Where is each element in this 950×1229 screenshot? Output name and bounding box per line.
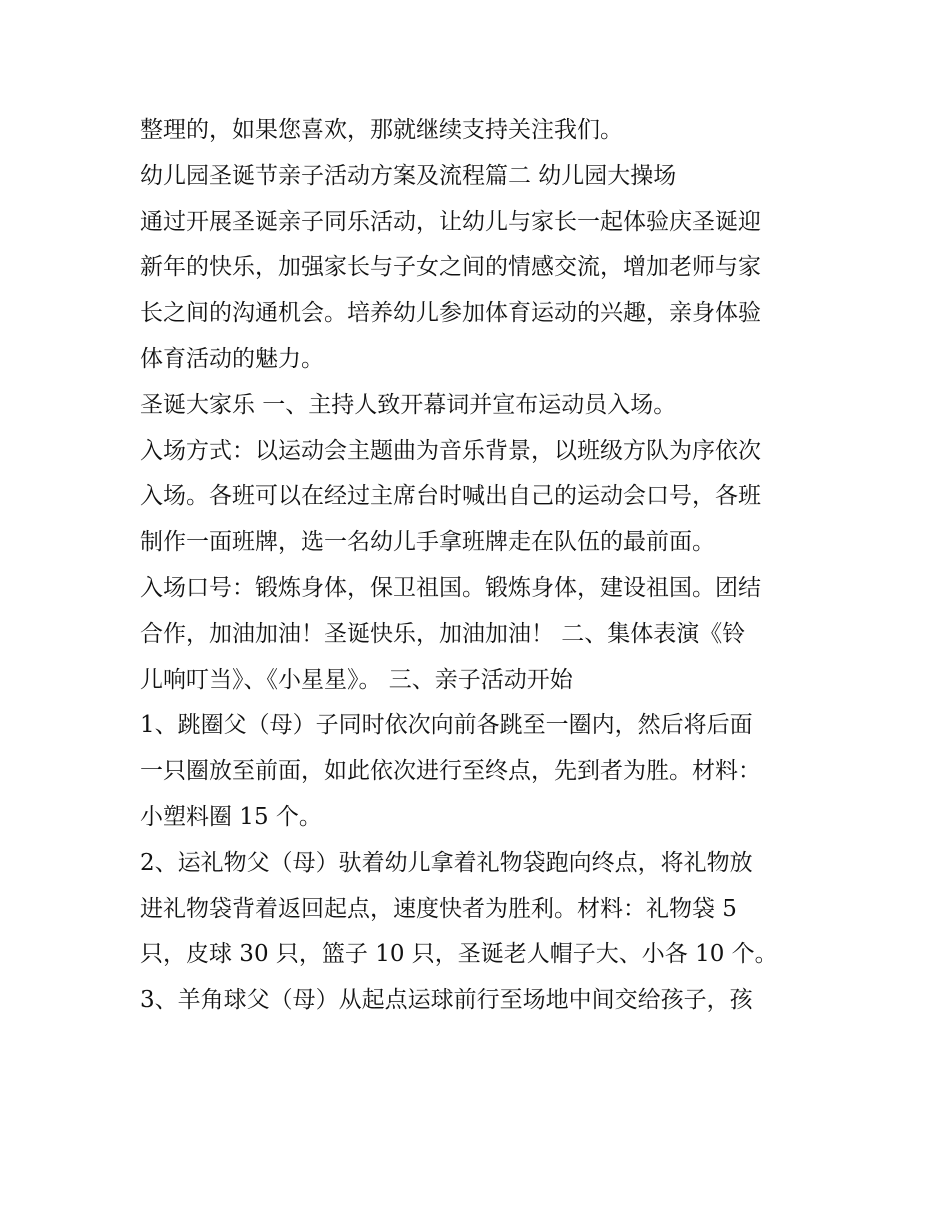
text-line: 制作一面班牌，选一名幼儿手拿班牌走在队伍的最前面。	[140, 529, 715, 556]
text-line: 合作，加油加油！圣诞快乐，加油加油！ 二、集体表演《铃	[140, 620, 746, 647]
text-line: 一只圈放至前面，如此依次进行至终点，先到者为胜。材料：	[140, 758, 761, 785]
text-line: 新年的快乐，加强家长与子女之间的情感交流，增加老师与家	[140, 254, 761, 281]
text-line: 整理的，如果您喜欢，那就继续支持关注我们。	[140, 117, 623, 143]
text-line: 儿响叮当》、《小星星》。 三、亲子活动开始	[140, 666, 573, 693]
text-line: 2、运礼物父（母）驮着幼儿拿着礼物袋跑向终点，将礼物放	[140, 849, 753, 876]
text-line: 1、跳圈父（母）子同时依次向前各跳至一圈内，然后将后面	[140, 712, 753, 739]
text-line: 入场。各班可以在经过主席台时喊出自己的运动会口号，各班	[140, 483, 761, 510]
text-line: 入场口号：锻炼身体，保卫祖国。锻炼身体，建设祖国。团结	[140, 574, 761, 601]
document-body	[140, 108, 820, 1024]
text-line: 进礼物袋背着返回起点，速度快者为胜利。材料：礼物袋 5	[140, 895, 737, 922]
text-line: 小塑料圈 15 个。	[140, 803, 322, 830]
text-line: 入场方式：以运动会主题曲为音乐背景，以班级方队为序依次	[140, 437, 761, 464]
text-line: 体育活动的魅力。	[140, 345, 324, 372]
text-line: 通过开展圣诞亲子同乐活动，让幼儿与家长一起体验庆圣诞迎	[140, 208, 761, 235]
text-line: 圣诞大家乐 一、主持人致开幕词并宣布运动员入场。	[140, 391, 677, 418]
text-line: 只，皮球 30 只，篮子 10 只，圣诞老人帽子大、小各 10 个。	[140, 941, 778, 968]
text-line: 幼儿园圣诞节亲子活动方案及流程篇二 幼儿园大操场	[140, 162, 677, 189]
text-line: 3、羊角球父（母）从起点运球前行至场地中间交给孩子，孩	[140, 987, 753, 1014]
text-line: 长之间的沟通机会。培养幼儿参加体育运动的兴趣，亲身体验	[140, 300, 761, 327]
